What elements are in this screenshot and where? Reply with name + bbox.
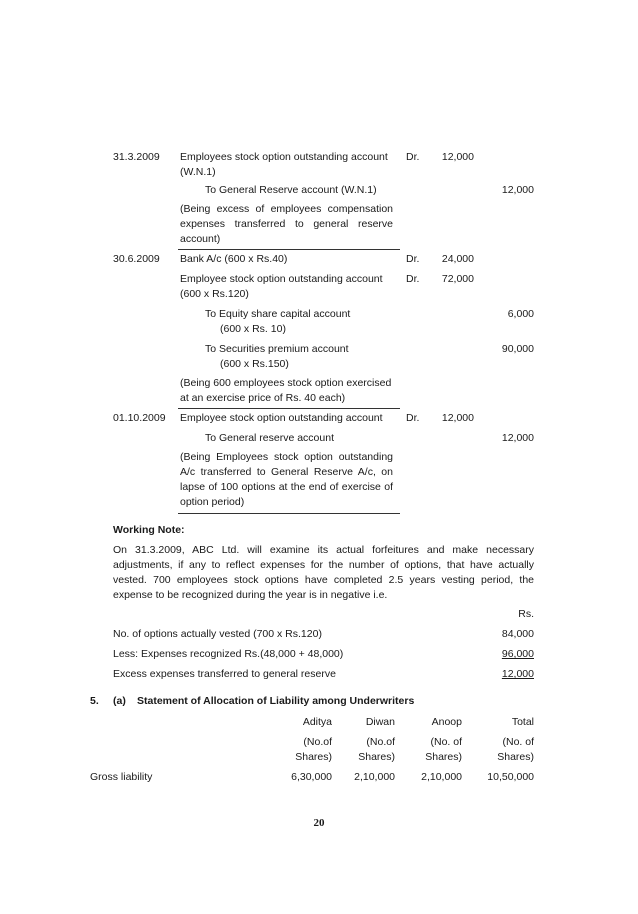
working-note-unit: Rs. bbox=[518, 608, 534, 620]
working-note-line-2: adjustments, if any to reflect expenses for the number of options, that have actually bbox=[113, 559, 534, 571]
column-unit-aditya: (No.of bbox=[303, 736, 332, 748]
entry2-premium-account: To Securities premium account bbox=[205, 343, 349, 355]
column-unit-total: Shares) bbox=[497, 751, 534, 763]
working-note-line-1: On 31.3.2009, ABC Ltd. will examine its actual forfeitures and make necessary bbox=[113, 544, 534, 556]
entry2-esop-debit: 72,000 bbox=[441, 273, 474, 285]
entry1-credit-account: To General Reserve account (W.N.1) bbox=[205, 184, 377, 196]
entry1-divider bbox=[178, 249, 400, 250]
question-part: (a) bbox=[113, 695, 126, 707]
column-unit-diwan: (No.of bbox=[366, 736, 395, 748]
entry3-credit: 12,000 bbox=[501, 432, 534, 444]
column-header-aditya: Aditya bbox=[302, 716, 332, 728]
entry3-narration-1: (Being Employees stock option outstanding bbox=[180, 451, 393, 463]
entry2-esop: Employee stock option outstanding account bbox=[180, 273, 383, 285]
working-note-heading: Working Note: bbox=[113, 524, 185, 536]
entry2-date: 30.6.2009 bbox=[113, 253, 160, 265]
entry1-date: 31.3.2009 bbox=[113, 151, 160, 163]
working-note-row-label: No. of options actually vested (700 x Rs.120) bbox=[113, 628, 322, 640]
entry3-particulars: Employee stock option outstanding account bbox=[180, 412, 383, 424]
column-header-total: Total bbox=[511, 716, 534, 728]
question-number: 5. bbox=[90, 695, 99, 707]
entry2-premium-calc: (600 x Rs.150) bbox=[220, 358, 289, 370]
cell-anoop: 2,10,000 bbox=[421, 771, 462, 783]
working-note-row-value: 12,000 bbox=[501, 668, 534, 680]
entry1-narration-2: expenses transferred to general reserve bbox=[180, 218, 393, 230]
entry3-credit-account: To General reserve account bbox=[205, 432, 334, 444]
entry3-narration-4: option period) bbox=[180, 496, 245, 508]
row-label-gross-liability: Gross liability bbox=[90, 771, 153, 783]
entry3-divider bbox=[178, 513, 400, 514]
entry2-narration-1: (Being 600 employees stock option exercised bbox=[180, 377, 392, 389]
column-unit-anoop: Shares) bbox=[425, 751, 462, 763]
entry1-particulars: Employees stock option outstanding account bbox=[180, 151, 388, 163]
working-note-line-3: vested. 700 employees stock options have completed 2.5 years vesting period, the bbox=[113, 574, 534, 586]
entry1-dr: Dr. bbox=[406, 151, 420, 163]
entry1-narration-3: account) bbox=[180, 233, 221, 245]
working-note-row-value: 84,000 bbox=[501, 628, 534, 640]
column-unit-anoop: (No. of bbox=[430, 736, 462, 748]
entry2-bank-debit: 24,000 bbox=[441, 253, 474, 265]
cell-diwan: 2,10,000 bbox=[354, 771, 395, 783]
working-note-row-value: 96,000 bbox=[501, 648, 534, 660]
entry3-narration-2: A/c transferred to General Reserve A/c, on bbox=[180, 466, 393, 478]
entry2-narration-2: at an exercise price of Rs. 40 each) bbox=[180, 392, 346, 404]
statement-title: Statement of Allocation of Liability among Underwriters bbox=[137, 695, 415, 707]
column-header-anoop: Anoop bbox=[431, 716, 462, 728]
entry2-premium-credit: 90,000 bbox=[501, 343, 534, 355]
entry3-narration-3: lapse of 100 options at the end of exercise of bbox=[180, 481, 393, 493]
column-unit-total: (No. of bbox=[502, 736, 534, 748]
cell-total: 10,50,000 bbox=[487, 771, 534, 783]
entry1-particulars-ref: (W.N.1) bbox=[180, 166, 216, 178]
entry2-bank: Bank A/c (600 x Rs.40) bbox=[180, 253, 288, 265]
column-unit-diwan: Shares) bbox=[358, 751, 395, 763]
entry2-divider bbox=[178, 408, 400, 409]
entry1-narration-1: (Being excess of employees compensation bbox=[180, 203, 393, 215]
working-note-line-4: expense to be recognized during the year is in negative i.e. bbox=[113, 589, 388, 601]
column-unit-aditya: Shares) bbox=[295, 751, 332, 763]
entry3-date: 01.10.2009 bbox=[113, 412, 166, 424]
working-note-row-label: Less: Expenses recognized Rs.(48,000 + 48,000) bbox=[113, 648, 344, 660]
entry2-equity-calc: (600 x Rs. 10) bbox=[220, 323, 286, 335]
entry1-credit: 12,000 bbox=[501, 184, 534, 196]
entry2-esop-calc: (600 x Rs.120) bbox=[180, 288, 249, 300]
entry2-esop-dr: Dr. bbox=[406, 273, 420, 285]
entry3-debit: 12,000 bbox=[441, 412, 474, 424]
cell-aditya: 6,30,000 bbox=[291, 771, 332, 783]
entry2-equity-credit: 6,000 bbox=[507, 308, 534, 320]
column-header-diwan: Diwan bbox=[365, 716, 395, 728]
entry2-bank-dr: Dr. bbox=[406, 253, 420, 265]
working-note-row-label: Excess expenses transferred to general reserve bbox=[113, 668, 336, 680]
entry1-debit: 12,000 bbox=[441, 151, 474, 163]
entry2-equity-account: To Equity share capital account bbox=[205, 308, 351, 320]
page-number: 20 bbox=[313, 817, 325, 829]
entry3-dr: Dr. bbox=[406, 412, 420, 424]
